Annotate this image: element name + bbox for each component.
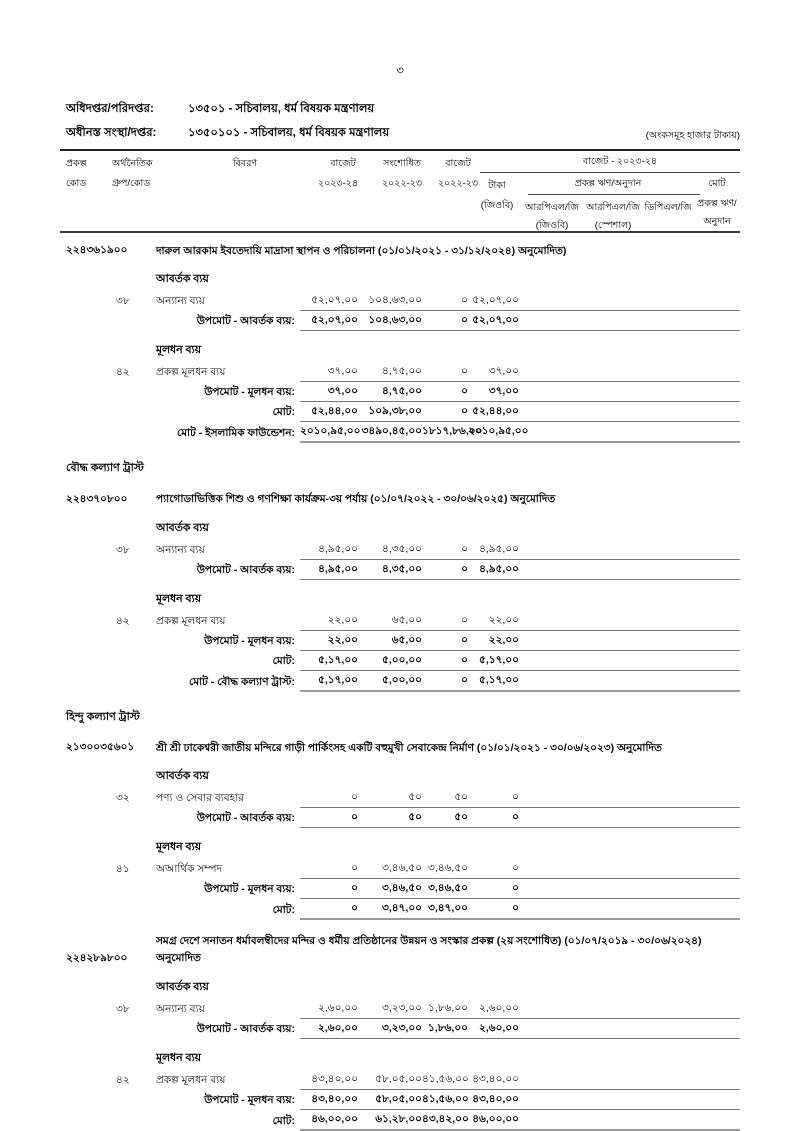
row-label: মোট: xyxy=(272,654,295,667)
amount-cell: ৪,৯৫,০০ xyxy=(318,562,358,575)
expense-type-label: মূলধন ব্যয় xyxy=(156,1051,202,1064)
detail-row xyxy=(66,291,740,311)
econ-label: প্রকল্প মূলধন ব্যয় xyxy=(156,366,226,379)
amount-cells xyxy=(300,560,740,580)
project-code: ২২৪৩৭০৮০০ xyxy=(66,492,128,505)
project-title: দারুল আরকাম ইবতেদায়ি মাদ্রাসা স্থাপন ও পরিচালনা (০১/০১/২০২১ - ৩১/১২/২০২৪) অনুমোদিত) xyxy=(156,245,567,257)
project-title: প্যাগোডাভিত্তিক শিশু ও গণশিক্ষা কার্যক্রম-৩য় পর্যায় (০১/০৭/২০২২ - ৩০/০৬/২০২৫) অনুমোদিত xyxy=(156,493,556,506)
expense-type-label: মূলধন ব্যয় xyxy=(156,344,202,357)
amount-cell: ১০৯,৩৮,০০ xyxy=(368,405,422,418)
group-project-loan: প্রকল্প ঋণ/অনুদান xyxy=(574,178,642,189)
expense-type-label: আবর্তক ব্যয় xyxy=(156,769,209,782)
econ-code: ৩৮ xyxy=(116,1002,130,1015)
amount-cells xyxy=(300,422,740,443)
amount-cell: ২০১০,৯৫,০০ xyxy=(468,425,529,438)
amount-cell: ৩৪৯০,৪৫,০০ xyxy=(361,425,422,438)
amount-cell: ০ xyxy=(461,562,468,575)
amount-cell: ৫,১৭,০০ xyxy=(479,673,519,686)
amount-cell: ৫২,৪৪,০০ xyxy=(472,405,519,418)
econ-label: অন্যান্য ব্যয় xyxy=(156,543,205,556)
expense-type-label: মূলধন ব্যয় xyxy=(156,592,202,605)
amount-cell: ২২,০০ xyxy=(488,613,519,626)
col-description: বিবরণ xyxy=(232,158,258,169)
total_end-row xyxy=(66,899,740,920)
col-project-code-l1: প্রকল্প xyxy=(66,158,87,169)
amount-cell: ৫০ xyxy=(408,810,422,823)
amount-cells xyxy=(300,631,740,651)
row-label: উপমোট - আবর্তক ব্যয়: xyxy=(196,1022,295,1035)
col-budget-2223-l1: বাজেট xyxy=(445,158,471,169)
amount-cells xyxy=(300,362,740,382)
amount-cell: ০ xyxy=(461,294,468,307)
amount-cell: ০ xyxy=(351,810,358,823)
expense-type-label: আবর্তক ব্যয় xyxy=(156,273,209,286)
amount-cell: ৫২,০৭,০০ xyxy=(311,294,358,307)
amount-cell: ০ xyxy=(461,542,468,555)
amount-cell: ০ xyxy=(512,790,519,803)
detail-row xyxy=(66,999,740,1019)
amount-cell: ২২,০০ xyxy=(327,613,358,626)
amount-cell: ৫,১৭,০০ xyxy=(318,673,358,686)
amount-cell: ৫,১৭,০০ xyxy=(318,653,358,666)
amount-cell: ০ xyxy=(461,385,468,398)
subtotal-row xyxy=(66,311,740,331)
group-underline xyxy=(480,172,740,173)
row-label: উপমোট - মূলধন ব্যয়: xyxy=(204,1093,295,1106)
amount-cell: ৫৮,০৫,০০ xyxy=(375,1072,422,1085)
loan-underline xyxy=(528,194,700,195)
amount-cell: ৩,৪৬,৫০ xyxy=(428,881,468,894)
amount-cell: ০ xyxy=(351,861,358,874)
amount-cell: ১,৮৬,০০ xyxy=(428,1001,468,1014)
grand-row xyxy=(66,671,740,692)
amount-cell: ২,৬০,০০ xyxy=(479,1021,519,1034)
amount-cells xyxy=(300,540,740,560)
table-body xyxy=(66,230,740,1131)
col-dpa: ডিপিএল/জি xyxy=(644,202,692,213)
amount-cell: ২,৬০,০০ xyxy=(318,1021,358,1034)
detail-row xyxy=(66,611,740,631)
amount-cells xyxy=(300,291,740,311)
amount-cell: ৩,২৩,০০ xyxy=(382,1001,422,1014)
row-label: মোট - ইসলামিক ফাউন্ডেশন: xyxy=(176,427,295,440)
amount-cell: ১০৪,৬৩,০০ xyxy=(368,314,422,327)
amount-cell: ২২,০০ xyxy=(488,633,519,646)
amount-cell: ৪৬,০০,০০ xyxy=(311,1112,358,1125)
amount-cell: ০ xyxy=(351,881,358,894)
col-budget-2223-l2: ২০২২-২৩ xyxy=(437,178,479,189)
amount-cells xyxy=(300,311,740,331)
row-label: উপমোট - মূলধন ব্যয়: xyxy=(204,386,295,399)
amount-cell: ৫২,০৭,০০ xyxy=(472,294,519,307)
amount-cell: ৫২,৪৪,০০ xyxy=(311,405,358,418)
amount-cell: ৪১,৫৬,০০ xyxy=(422,1092,469,1105)
col-rpa-gob-l2: (জিওবি) xyxy=(535,220,569,231)
amount-cell: ৪,৩৫,০০ xyxy=(382,562,422,575)
amount-cell: ৫,০০,০০ xyxy=(382,653,422,666)
subtotal-row xyxy=(66,1090,740,1110)
project-row xyxy=(66,933,740,968)
project-code: ২২৪৩৬১৯০০ xyxy=(66,244,128,257)
expense-type-label: আবর্তক ব্যয় xyxy=(156,521,209,534)
amount-cell: ০ xyxy=(461,633,468,646)
amount-cell: ০ xyxy=(512,901,519,914)
col-total-l1: মোট xyxy=(708,178,726,189)
amount-cell: ৩,৪৬,৫০ xyxy=(382,881,422,894)
col-total-l3: অনুদান xyxy=(703,216,731,227)
econ-code: ৩৮ xyxy=(116,295,130,308)
amount-cell: ৫০ xyxy=(408,790,422,803)
amount-cell: ৩,৪৭,০০ xyxy=(382,901,422,914)
amount-cell: ০ xyxy=(461,613,468,626)
subtotal-row xyxy=(66,808,740,828)
trust-header: বৌদ্ধ কল্যাণ ট্রাস্ট xyxy=(66,462,144,475)
amount-cell: ০ xyxy=(461,673,468,686)
amount-cell: ৪,৭৫,০০ xyxy=(382,365,422,378)
amount-cell: ০ xyxy=(461,653,468,666)
subtotal-row xyxy=(66,402,740,422)
table-header xyxy=(60,149,740,233)
amount-cells xyxy=(300,1090,740,1110)
amount-cell: ৪,৩৫,০০ xyxy=(382,542,422,555)
project-row xyxy=(66,740,740,757)
amount-cells xyxy=(300,651,740,671)
amount-cells xyxy=(300,382,740,402)
amount-cell: ৬৫,০০ xyxy=(391,613,422,626)
col-rpa-gob-l1: আরপিএল/জি xyxy=(525,202,579,213)
directorate-value: ১৩৫০১ - সচিবালয়, ধর্ম বিষয়ক মন্ত্রণালয় xyxy=(188,103,375,115)
subtotal-row xyxy=(66,879,740,899)
subtotal-row xyxy=(66,560,740,580)
amount-cells xyxy=(300,879,740,899)
total_end-row xyxy=(66,1110,740,1131)
amount-cell: ৫২,০৭,০০ xyxy=(311,314,358,327)
amount-cell: ০ xyxy=(512,810,519,823)
amount-cells xyxy=(300,402,740,422)
col-total-l2: প্রকল্প ঋণ/ xyxy=(697,198,737,209)
amount-cell: ৪,৯৫,০০ xyxy=(479,562,519,575)
row-label: মোট - বৌদ্ধ কল্যাণ ট্রাস্ট: xyxy=(189,675,295,688)
amount-cells xyxy=(300,671,740,692)
amount-cell: ৪১,৫৬,০০ xyxy=(422,1072,469,1085)
econ-label: অন্যান্য ব্যয় xyxy=(156,1002,205,1015)
econ-label: অআর্থিক সম্পদ xyxy=(156,862,223,875)
amount-cell: ০ xyxy=(351,901,358,914)
amount-cell: ৬১,২৮,০০ xyxy=(375,1112,422,1125)
amount-cells xyxy=(300,1019,740,1039)
amount-cell: ৪,৯৫,০০ xyxy=(479,542,519,555)
amount-cells xyxy=(300,788,740,808)
amount-cells xyxy=(300,808,740,828)
amount-cell: ৪,৭৫,০০ xyxy=(382,385,422,398)
detail-row xyxy=(66,540,740,560)
econ-code: ৪১ xyxy=(116,862,130,875)
amount-cells xyxy=(300,899,740,920)
col-budget-2324-l2: ২০২৩-২৪ xyxy=(317,178,359,189)
amount-cell: ৬৫,০০ xyxy=(391,633,422,646)
amount-cell: ৪৩,৪০,০০ xyxy=(472,1072,519,1085)
amount-cell: ০ xyxy=(461,365,468,378)
subtotal-row xyxy=(66,631,740,651)
col-rpa-special-l1: আরপিএল/জি xyxy=(586,202,640,213)
amount-cell: ৪৩,৪০,০০ xyxy=(311,1092,358,1105)
amount-cell: ৫০ xyxy=(454,810,468,823)
project-title: সমগ্র দেশে সনাতন ধর্মাবলম্বীদের মন্দির ও ধর্মীয় প্রতিষ্ঠানের উন্নয়ন ও সংস্কার প্রকল্প (২য় সংশোধিত) (০১/০৭/২০১৯ - ৩০/০৬/২০২৪) অনুমোদিত xyxy=(156,934,702,965)
col-rpa-special-l2: (স্পেশাল) xyxy=(594,220,632,231)
row-label: উপমোট - আবর্তক ব্যয়: xyxy=(196,811,295,824)
page-number: ৩ xyxy=(396,63,404,77)
amount-cell: ৫,০০,০০ xyxy=(382,673,422,686)
amount-cell: ১০৪,৬৩,০০ xyxy=(368,294,422,307)
amount-cells xyxy=(300,1110,740,1131)
row-label: মোট: xyxy=(272,406,295,419)
econ-code: ৩২ xyxy=(116,791,130,804)
amount-cell: ৪,৯৫,০০ xyxy=(318,542,358,555)
amount-cell: ৪৬,০০,০০ xyxy=(472,1112,519,1125)
grand-row xyxy=(66,422,740,443)
project-row xyxy=(66,243,740,260)
directorate-label: অধিদপ্তর/পরিদপ্তর: xyxy=(66,103,154,115)
amount-cells xyxy=(300,859,740,879)
amount-cell: ৪৩,৪২,০০ xyxy=(422,1112,469,1125)
col-taka-l1: টাকা xyxy=(488,180,506,191)
econ-code: ৪২ xyxy=(116,1073,130,1086)
group-budget-2324: বাজেট - ২০২৩-২৪ xyxy=(582,156,658,167)
row-label: উপমোট - আবর্তক ব্যয়: xyxy=(196,315,295,328)
col-budget-2324-l1: বাজেট xyxy=(330,158,356,169)
econ-code: ৪২ xyxy=(116,614,130,627)
row-label: উপমোট - মূলধন ব্যয়: xyxy=(204,634,295,647)
amount-cell: ২২,০০ xyxy=(327,633,358,646)
amount-cell: ৩,৪৭,০০ xyxy=(428,901,468,914)
amount-cell: ২,৬০,০০ xyxy=(318,1001,358,1014)
col-project-code-l2: কোড xyxy=(66,178,87,189)
detail-row xyxy=(66,362,740,382)
row-label: উপমোট - আবর্তক ব্যয়: xyxy=(196,563,295,576)
col-econ-l1: অর্থনৈতিক xyxy=(112,158,153,169)
econ-code: ৪২ xyxy=(116,366,130,379)
amount-cell: ৩৭,০০ xyxy=(488,385,519,398)
amount-cell: ১৮১৭,৮৬,০০ xyxy=(422,425,483,438)
col-econ-l2: গ্রুপ/কোড xyxy=(112,178,151,189)
amount-cells xyxy=(300,1070,740,1090)
amount-cell: ৫০ xyxy=(454,790,468,803)
amount-cell: ৩,৪৬,৫০ xyxy=(382,861,422,874)
expense-type-label: মূলধন ব্যয় xyxy=(156,840,202,853)
amount-cell: ০ xyxy=(512,881,519,894)
econ-label: প্রকল্প মূলধন ব্যয় xyxy=(156,1073,226,1086)
amount-cell: ০ xyxy=(461,405,468,418)
agency-value: ১৩৫০১০১ - সচিবালয়, ধর্ম বিষয়ক মন্ত্রণালয় xyxy=(188,127,390,139)
amount-cell: ৫২,০৭,০০ xyxy=(472,314,519,327)
row-label: মোট: xyxy=(272,1114,295,1127)
econ-code: ৩৮ xyxy=(116,543,130,556)
units-note: (অংকসমূহ হাজার টাকায়) xyxy=(645,130,740,141)
econ-label: পণ্য ও সেবার ব্যবহার xyxy=(156,791,244,804)
amount-cell: ০ xyxy=(512,861,519,874)
amount-cell: ৫৮,০৫,০০ xyxy=(375,1092,422,1105)
amount-cell: ৪৩,৪০,০০ xyxy=(472,1092,519,1105)
amount-cell: ৫,১৭,০০ xyxy=(479,653,519,666)
amount-cell: ০ xyxy=(461,314,468,327)
amount-cell: ২,৬০,০০ xyxy=(479,1001,519,1014)
project-code: ২১৩০০৩৫৬০১ xyxy=(66,740,135,753)
subtotal-row xyxy=(66,1019,740,1039)
trust-header: হিন্দু কল্যাণ ট্রাস্ট xyxy=(66,710,140,723)
amount-cell: ০ xyxy=(351,790,358,803)
col-revised-2223-l1: সংশোধিত xyxy=(383,158,421,169)
econ-label: প্রকল্প মূলধন ব্যয় xyxy=(156,614,226,627)
expense-type-label: আবর্তক ব্যয় xyxy=(156,980,209,993)
amount-cell: ৩,২৩,০০ xyxy=(382,1021,422,1034)
detail-row xyxy=(66,1070,740,1090)
amount-cells xyxy=(300,999,740,1019)
detail-row xyxy=(66,859,740,879)
amount-cells xyxy=(300,611,740,631)
col-revised-2223-l2: ২০২২-২৩ xyxy=(381,178,423,189)
amount-cell: ৩৭,০০ xyxy=(488,365,519,378)
project-code: ২২৪২৮৯৮০০ xyxy=(66,951,128,964)
detail-row xyxy=(66,788,740,808)
project-row xyxy=(66,491,740,508)
amount-cell: ৪৩,৪০,০০ xyxy=(311,1072,358,1085)
agency-row xyxy=(66,124,389,143)
project-title: শ্রী শ্রী ঢাকেশ্বরী জাতীয় মন্দিরে গাড়ী পার্কিংসহ একটি বহুমুখী সেবাকেন্দ্র নির্মাণ (০১/০১/২০২১ - ৩০/০৬/২০২৩) অনুমোদিত xyxy=(156,741,662,754)
amount-cell: ২০১০,৯৫,০০ xyxy=(300,425,361,438)
amount-cell: ৩,৪৬,৫০ xyxy=(428,861,468,874)
amount-cell: ৩৭,০০ xyxy=(327,365,358,378)
directorate-row xyxy=(66,100,374,119)
amount-cell: ৩৭,০০ xyxy=(327,385,358,398)
row-label: উপমোট - মূলধন ব্যয়: xyxy=(204,882,295,895)
amount-cell: ১,৮৬,০০ xyxy=(428,1021,468,1034)
econ-label: অন্যান্য ব্যয় xyxy=(156,295,205,308)
subtotal-row xyxy=(66,382,740,402)
col-taka-l2: (জিওবি) xyxy=(480,200,514,211)
row-label: মোট: xyxy=(272,903,295,916)
agency-label: অধীনস্ত সংস্থা/দপ্তর: xyxy=(66,127,157,139)
subtotal-row xyxy=(66,651,740,671)
